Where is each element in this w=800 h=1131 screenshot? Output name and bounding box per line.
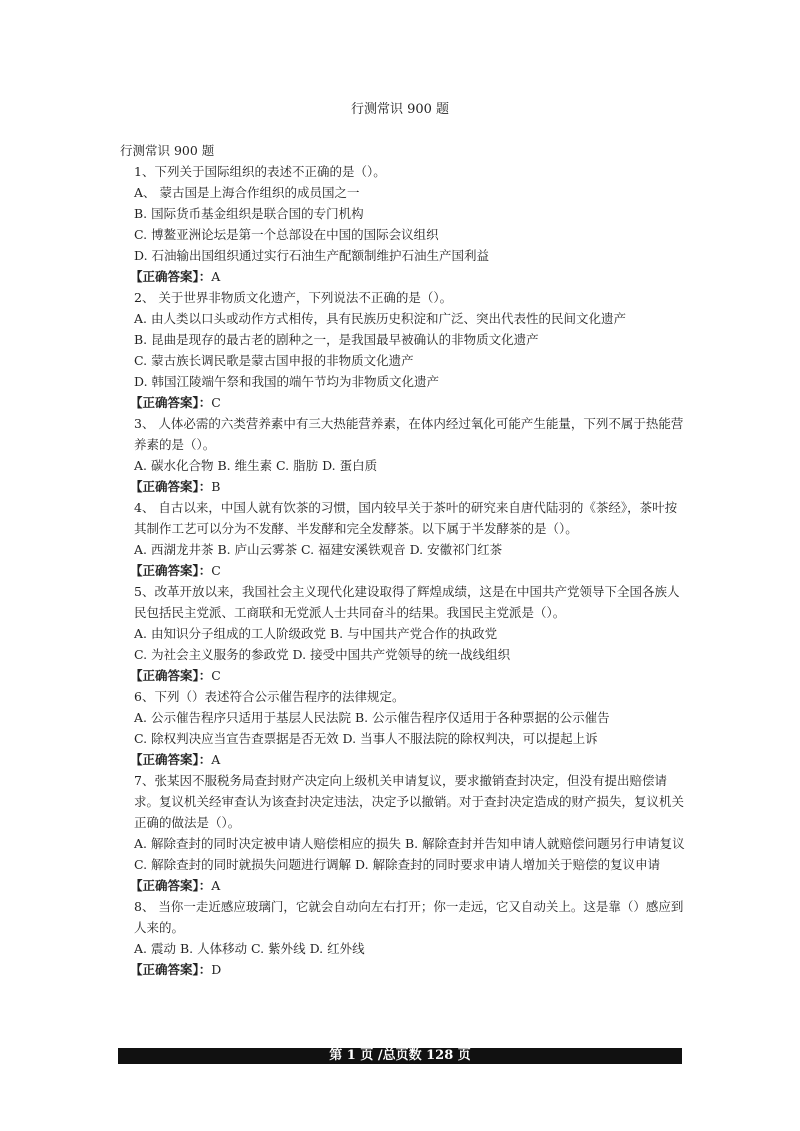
section-heading: 行测常识 900 题 xyxy=(120,143,215,158)
option-text: C. 蒙古族长调民歌是蒙古国申报的非物质文化遗产 xyxy=(134,353,414,368)
answer-line xyxy=(120,959,685,980)
answer-value: C xyxy=(211,668,221,683)
answer-value: C xyxy=(211,395,221,410)
option-text: B. 国际货币基金组织是联合国的专门机构 xyxy=(134,206,364,221)
answer-label: 【正确答案】： xyxy=(130,395,212,410)
option-text: A. 由知识分子组成的工人阶级政党 B. 与中国共产党合作的执政党 xyxy=(134,626,498,641)
answer-label: 【正确答案】： xyxy=(130,479,212,494)
option-text: A. 碳水化合物 B. 维生素 C. 脂肪 D. 蛋白质 xyxy=(134,458,378,473)
option-text: C. 除权判决应当宣告查票据是否无效 D. 当事人不服法院的除权判决，可以提起上诉 xyxy=(134,731,598,746)
answer-value: C xyxy=(211,563,221,578)
answer-line xyxy=(120,749,685,770)
answer-label: 【正确答案】： xyxy=(130,269,212,284)
answer-line xyxy=(120,266,685,287)
question-text: 5、改革开放以来，我国社会主义现代化建设取得了辉煌成绩，这是在中国共产党领导下全国各族人民包括民主党派、工商联和无党派人士共同奋斗的结果。我国民主党派是（）。 xyxy=(134,584,680,620)
option-text: A. 震动 B. 人体移动 C. 紫外线 D. 红外线 xyxy=(134,941,365,956)
question-text: 6、下列（）表述符合公示催告程序的法律规定。 xyxy=(134,689,405,704)
option-text: A. 公示催告程序只适用于基层人民法院 B. 公示催告程序仅适用于各种票据的公示催告 xyxy=(134,710,610,725)
option-text: C. 为社会主义服务的参政党 D. 接受中国共产党领导的统一战线组织 xyxy=(134,647,511,662)
option-text: C. 解除查封的同时就损失问题进行调解 D. 解除查封的同时要求申请人增加关于赔偿的复议申请 xyxy=(134,857,661,872)
option-text: A. 西湖龙井茶 B. 庐山云雾茶 C. 福建安溪铁观音 D. 安徽祁门红茶 xyxy=(134,542,503,557)
option-text: D. 石油输出国组织通过实行石油生产配额制维护石油生产国利益 xyxy=(134,248,490,263)
question-list xyxy=(120,161,685,980)
answer-label: 【正确答案】： xyxy=(130,668,212,683)
answer-value: B xyxy=(211,479,221,494)
answer-value: A xyxy=(211,878,221,893)
option-text: A、 蒙古国是上海合作组织的成员国之一 xyxy=(134,185,360,200)
question-text: 7、张某因不服税务局查封财产决定向上级机关申请复议，要求撤销查封决定，但没有提出赔偿请求。复议机关经审查认为该查封决定违法，决定予以撤销。对于查封决定造成的财产损失，复议机关正确的做法是（）。 xyxy=(134,773,685,830)
question-text: 1、下列关于国际组织的表述不正确的是（）。 xyxy=(134,164,386,179)
document-title: 行测常识 900 题 xyxy=(350,102,450,117)
option-text: B. 昆曲是现存的最古老的剧种之一，是我国最早被确认的非物质文化遗产 xyxy=(134,332,539,347)
answer-value: D xyxy=(211,962,222,977)
answer-line xyxy=(120,392,685,413)
option-text: C. 博鳌亚洲论坛是第一个总部设在中国的国际会议组织 xyxy=(134,227,439,242)
answer-line xyxy=(120,875,685,896)
question-text: 3、 人体必需的六类营养素中有三大热能营养素，在体内经过氧化可能产生能量，下列不属于热能营养素的是（）。 xyxy=(134,416,684,452)
question-text: 8、 当你一走近感应玻璃门，它就会自动向左右打开；你一走远，它又自动关上。这是靠（）感应到人来的。 xyxy=(134,899,684,935)
answer-label: 【正确答案】： xyxy=(130,563,212,578)
document-body xyxy=(120,140,685,980)
question-text: 4、 自古以来，中国人就有饮茶的习惯，国内较早关于茶叶的研究来自唐代陆羽的《茶经》，茶叶按其制作工艺可以分为不发酵、半发酵和完全发酵茶。以下属于半发酵茶的是（）。 xyxy=(134,500,678,536)
answer-line xyxy=(120,476,685,497)
answer-value: A xyxy=(211,752,221,767)
page-footer: 第 1 页 /总页数 128 页 xyxy=(118,1048,682,1064)
answer-value: A xyxy=(211,269,221,284)
answer-label: 【正确答案】： xyxy=(130,752,212,767)
option-text: A. 解除查封的同时决定被申请人赔偿相应的损失 B. 解除查封并告知申请人就赔偿问题另行申请复议 xyxy=(134,836,685,851)
option-text: A. 由人类以口头或动作方式相传，具有民族历史积淀和广泛、突出代表性的民间文化遗产 xyxy=(134,311,626,326)
answer-label: 【正确答案】： xyxy=(130,962,212,977)
answer-line xyxy=(120,665,685,686)
option-text: D. 韩国江陵端午祭和我国的端午节均为非物质文化遗产 xyxy=(134,374,440,389)
answer-label: 【正确答案】： xyxy=(130,878,212,893)
question-text: 2、 关于世界非物质文化遗产，下列说法不正确的是（）。 xyxy=(134,290,453,305)
answer-line xyxy=(120,560,685,581)
